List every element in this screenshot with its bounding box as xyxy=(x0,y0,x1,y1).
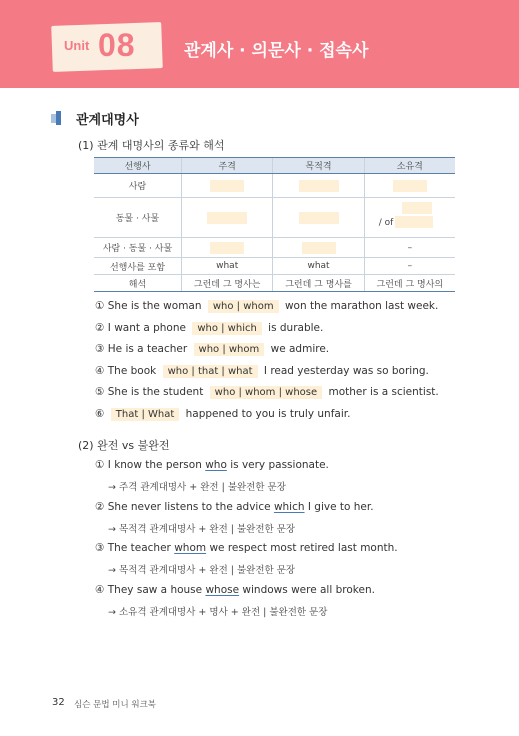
answer-blank-cell xyxy=(273,238,364,258)
example-text: They saw a house xyxy=(107,584,203,596)
underlined-pronoun: whose xyxy=(205,584,240,596)
choice-option[interactable]: who | which xyxy=(192,322,262,335)
example-text: The book xyxy=(107,365,157,377)
table-header: 소유격 xyxy=(364,158,455,174)
answer-blank[interactable] xyxy=(299,212,339,224)
example-number: ③ xyxy=(95,542,105,554)
underlined-pronoun: which xyxy=(273,501,305,513)
example-text: The teacher xyxy=(107,542,171,554)
table-row xyxy=(94,174,455,198)
example-text: is very passionate. xyxy=(230,459,329,471)
table-row xyxy=(94,275,455,292)
table-cell: 그런데 그 명사를 xyxy=(273,275,364,292)
book-title: 심슨 문법 미니 워크북 xyxy=(74,700,157,710)
choice-option[interactable]: who | whom xyxy=(208,300,279,313)
table-cell: 그런데 그 명사는 xyxy=(182,275,273,292)
explanation-line: → 주격 관계대명사 + 완전 | 불완전한 문장 xyxy=(108,482,286,493)
example-number: ② xyxy=(95,322,105,334)
table-cell: – xyxy=(364,238,455,258)
example-number: ⑤ xyxy=(95,386,105,398)
example-number: ④ xyxy=(95,365,105,377)
example-number: ④ xyxy=(95,584,105,596)
table-cell: 사람 · 동물 · 사물 xyxy=(94,238,182,258)
section-title: 관계대명사 xyxy=(76,113,139,128)
example-text: we respect most retired last month. xyxy=(209,542,398,554)
answer-blank-cell xyxy=(182,198,273,238)
table-cell: 사람 xyxy=(94,174,182,198)
underlined-pronoun: who xyxy=(205,459,227,471)
answer-blank[interactable] xyxy=(210,180,244,192)
example-line xyxy=(95,365,429,378)
example-text: She is the woman xyxy=(107,300,202,312)
answer-blank-cell xyxy=(273,174,364,198)
example-line xyxy=(95,501,374,513)
table-row xyxy=(94,258,455,275)
page-title: 관계사 · 의문사 · 접속사 xyxy=(184,41,369,61)
example-text: I want a phone xyxy=(107,322,186,334)
answer-blank-cell xyxy=(273,198,364,238)
table-header: 선행사 xyxy=(94,158,182,174)
table-header: 주격 xyxy=(182,158,273,174)
example-text: mother is a scientist. xyxy=(328,386,439,398)
table-cell: – xyxy=(364,258,455,275)
table-cell: 해석 xyxy=(94,275,182,292)
page-number: 32 xyxy=(52,697,65,708)
choice-option[interactable]: who | whom | whose xyxy=(210,386,322,399)
example-line xyxy=(95,584,375,596)
example-text: I know the person xyxy=(107,459,202,471)
answer-blank-cell xyxy=(182,238,273,258)
answer-blank[interactable] xyxy=(395,216,433,228)
example-text: windows were all broken. xyxy=(242,584,375,596)
choice-option[interactable]: who | whom xyxy=(194,343,265,356)
example-line xyxy=(95,542,398,554)
answer-blank[interactable] xyxy=(299,180,339,192)
unit-label: Unit xyxy=(64,38,90,53)
example-number: ① xyxy=(95,300,105,312)
answer-blank[interactable] xyxy=(302,242,336,254)
answer-blank-cell xyxy=(364,198,455,238)
answer-blank[interactable] xyxy=(393,180,427,192)
example-text: won the marathon last week. xyxy=(284,300,439,312)
choice-option[interactable]: That | What xyxy=(111,408,180,421)
table-cell: 동물 · 사물 xyxy=(94,198,182,238)
table-cell: 그런데 그 명사의 xyxy=(364,275,455,292)
table-cell: 선행사를 포함 xyxy=(94,258,182,275)
example-number: ③ xyxy=(95,343,105,355)
example-text: I give to her. xyxy=(307,501,374,513)
answer-blank-cell xyxy=(182,174,273,198)
example-text: I read yesterday was so boring. xyxy=(263,365,429,377)
relative-pronoun-table xyxy=(94,157,455,292)
example-number: ⑥ xyxy=(95,408,105,420)
answer-blank[interactable] xyxy=(402,202,432,214)
answer-blank[interactable] xyxy=(210,242,244,254)
example-line xyxy=(95,408,350,421)
table-header: 목적격 xyxy=(273,158,364,174)
example-text: She is the student xyxy=(107,386,204,398)
table-cell: what xyxy=(273,258,364,275)
example-line xyxy=(95,386,439,399)
example-number: ② xyxy=(95,501,105,513)
explanation-line: → 목적격 관계대명사 + 완전 | 불완전한 문장 xyxy=(108,565,296,576)
example-line xyxy=(95,459,329,471)
example-text: She never listens to the advice xyxy=(107,501,271,513)
table-row xyxy=(94,238,455,258)
subsection-title-1: (1) 관계 대명사의 종류와 해석 xyxy=(78,139,225,152)
explanation-line: → 목적격 관계대명사 + 완전 | 불완전한 문장 xyxy=(108,524,296,535)
example-text: is durable. xyxy=(268,322,324,334)
answer-blank[interactable] xyxy=(207,212,247,224)
table-cell: what xyxy=(182,258,273,275)
of-label: / of xyxy=(378,218,394,228)
example-number: ① xyxy=(95,459,105,471)
explanation-line: → 소유격 관계대명사 + 명사 + 완전 | 불완전한 문장 xyxy=(108,607,328,618)
section-number-icon xyxy=(51,111,65,125)
example-text: happened to you is truly unfair. xyxy=(185,408,351,420)
choice-option[interactable]: who | that | what xyxy=(163,365,258,378)
example-line xyxy=(95,343,329,356)
example-line xyxy=(95,300,438,313)
table-row xyxy=(94,198,455,238)
example-text: we admire. xyxy=(270,343,330,355)
example-text: He is a teacher xyxy=(107,343,188,355)
underlined-pronoun: whom xyxy=(174,542,207,554)
unit-number: 08 xyxy=(98,27,136,63)
answer-blank-cell xyxy=(364,174,455,198)
example-line xyxy=(95,322,323,335)
subsection-title-2: (2) 완전 vs 불완전 xyxy=(78,439,170,452)
